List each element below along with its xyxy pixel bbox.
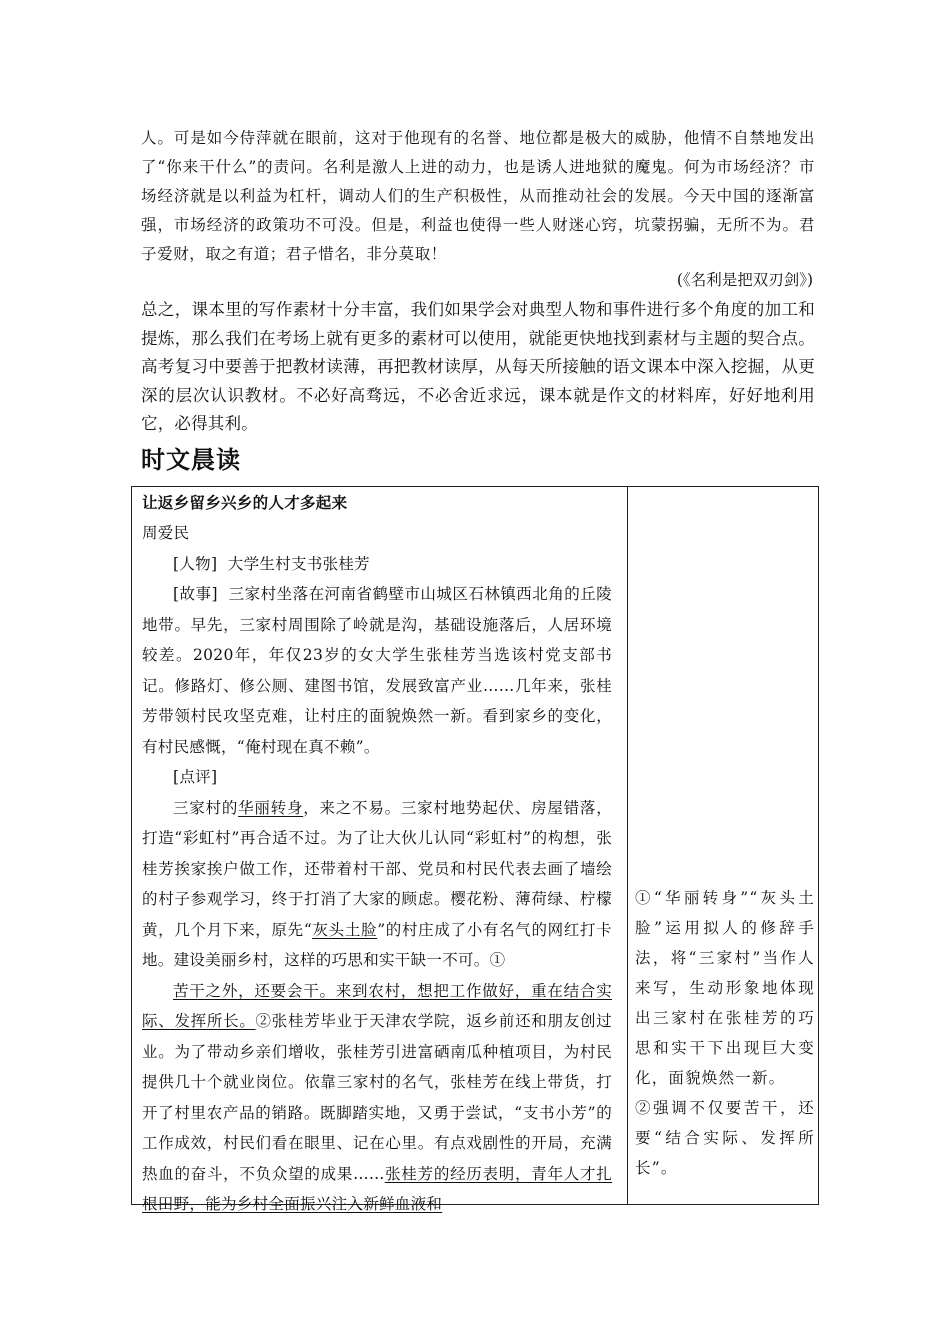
annotation-note-2: ②强调不仅要苦干，还要“结合实际、发挥所长”。 <box>635 1099 815 1177</box>
section-title: 时文晨读 <box>141 446 241 474</box>
column-divider <box>627 487 628 1204</box>
article-table <box>131 486 819 1213</box>
comment-text: ”的村庄成了小有名气的网红打卡地。建设美丽乡村，这样的巧思和实干缺一不可。① <box>142 920 612 969</box>
story-paragraph <box>142 579 612 762</box>
essay-source: (《名利是把双刃剑》) <box>676 271 813 289</box>
comment-text: ，来之不易。三家村地势起伏、房屋错落，打造“彩虹村”再合适不过。为了让大伙儿认同“彩虹村”的构想，张桂芳挨家挨户做工作，还带着村干部、党员和村民代表去画了墙绘的村子参观学习，终于打消了大家的顾虑。樱花粉、薄荷绿、柠檬黄，几个月下来，原先“ <box>142 798 612 939</box>
summary-paragraph: 总之，课本里的写作素材十分丰富，我们如果学会对典型人物和事件进行多个角度的加工和提炼，那么我们在考场上就有更多的素材可以使用，就能更快地找到素材与主题的契合点。高考复习中要善于把教材读薄，再把教材读厚，从每天所接触的语文课本中深入挖掘，从更深的层次认识教材。不必好高骛远，不必舍近求远，课本就是作文的材料库，好好地利用它，必得其利。 <box>141 300 815 433</box>
underlined-phrase: 灰头土脸 <box>312 920 378 939</box>
article-author: 周爱民 <box>142 524 190 542</box>
person-text: 大学生村支书张桂芳 <box>227 554 370 573</box>
comment-paragraph-1 <box>142 793 612 976</box>
article-title: 让返乡留乡兴乡的人才多起来 <box>142 494 348 512</box>
person-tag: [人物] <box>173 554 218 573</box>
comment-text: ②张桂芳毕业于天津农学院，返乡前还和朋友创过业。为了带动乡亲们增收，张桂芳引进富硒南瓜种植项目，为村民提供几十个就业岗位。依靠三家村的名气，张桂芳在线上带货，打开了村里农产品的销路。既脚踏实地，又勇于尝试，“支书小芳”的工作成效，村民们看在眼里、记在心里。有点戏剧性的开局，充满热血的奋斗，不负众望的成果…… <box>142 1012 612 1183</box>
comment-tag: [点评] <box>173 768 218 786</box>
annotation-note-1: ①“华丽转身”“灰头土脸”运用拟人的修辞手法，将“三家村”当作人来写，生动形象地体现出三家村在张桂芳的巧思和实干下出现巨大变化，面貌焕然一新。 <box>635 889 815 1087</box>
underlined-sentence: 张桂芳的经历表明，青年人才扎根田野，能为乡村全面振兴注入新鲜血液和 <box>142 1164 612 1213</box>
article-column <box>142 489 612 1220</box>
underlined-phrase: 华丽转身 <box>238 798 304 817</box>
comment-text: 三家村的 <box>173 798 239 817</box>
story-tag: [故事] <box>173 585 218 603</box>
story-text: 三家村坐落在河南省鹤壁市山城区石林镇西北角的丘陵地带。早先，三家村周围除了岭就是沟，基础设施落后，人居环境较差。2020年，年仅23岁的女大学生张桂芳当选该村党支部书记。修路灯、修公厕、建图书馆，发展致富产业……几年来，张桂芳带领村民攻坚克难，让村庄的面貌焕然一新。看到家乡的变化，有村民感慨，“俺村现在真不赖”。 <box>142 585 613 756</box>
comment-paragraph-2 <box>142 976 612 1220</box>
essay-paragraph: 人。可是如今侍萍就在眼前，这对于他现有的名誉、地位都是极大的威胁，他情不自禁地发出了“你来干什么”的责问。名利是激人上进的动力，也是诱人进地狱的魔鬼。何为市场经济？市场经济就是以利益为杠杆，调动人们的生产积极性，从而推动社会的发展。今天中国的逐渐富强，市场经济的政策功不可没。但是，利益也使得一些人财迷心窍，坑蒙拐骗，无所不为。君子爱财，取之有道；君子惜名，非分莫取！ <box>141 129 815 263</box>
annotation-column <box>635 883 815 1183</box>
underlined-sentence: 苦干之外，还要会干。来到农村，想把工作做好，重在结合实际、发挥所长。 <box>142 981 612 1030</box>
person-line <box>142 549 612 580</box>
